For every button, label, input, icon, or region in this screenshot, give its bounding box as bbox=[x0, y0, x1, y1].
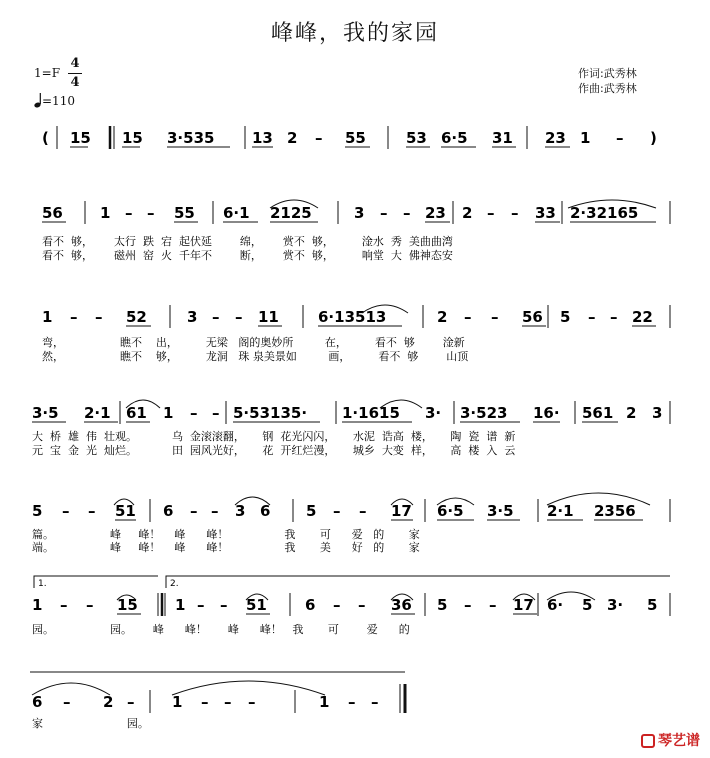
composer: 作曲:武秀林 bbox=[578, 82, 637, 95]
note-2-7: 11 bbox=[258, 308, 279, 326]
note-2-11: – bbox=[491, 308, 499, 326]
note-1-15: 2·32165 bbox=[570, 204, 639, 222]
note-4-9: 5 bbox=[306, 502, 317, 520]
lyric-line-2-0: 弯， 瞧不 出， 无梁 阁的奥妙所 在， 看不 够 淦新 bbox=[42, 336, 465, 349]
note-6-2: 2 bbox=[103, 693, 114, 711]
lyric-line-1-0: 看不 够， 太行 跌 宕 起伏延 绵， 赏不 够， 淦水 秀 美曲曲湾 bbox=[42, 235, 453, 248]
logo-icon bbox=[641, 734, 655, 748]
note-2-9: 2 bbox=[437, 308, 448, 326]
note-6-3: – bbox=[127, 693, 135, 711]
note-6-10: – bbox=[371, 693, 379, 711]
note-3-12: 2 bbox=[626, 404, 637, 422]
note-0-12: 1 bbox=[580, 129, 591, 147]
note-3-6: 5·53135· bbox=[233, 404, 308, 422]
note-2-3: 52 bbox=[126, 308, 147, 326]
note-0-0: ( bbox=[42, 129, 49, 147]
lyric-line-5-0: 园。 园。 峰 峰！ 峰 峰！ 我 可 爱 的 bbox=[32, 623, 410, 636]
note-3-11: 561 bbox=[582, 404, 614, 422]
note-3-9: 3·523 bbox=[460, 404, 508, 422]
note-2-13: 5 bbox=[560, 308, 571, 326]
note-4-0: 5 bbox=[32, 502, 43, 520]
note-5-3: 15 bbox=[117, 596, 138, 614]
note-1-4: 55 bbox=[174, 204, 195, 222]
note-6-5: – bbox=[201, 693, 209, 711]
site-logo bbox=[641, 730, 700, 750]
note-5-13: – bbox=[464, 596, 472, 614]
note-0-8: 53 bbox=[406, 129, 427, 147]
note-4-6: – bbox=[211, 502, 219, 520]
note-5-4: 1 bbox=[175, 596, 186, 614]
note-4-3: 51 bbox=[115, 502, 136, 520]
note-2-6: – bbox=[235, 308, 243, 326]
note-2-2: – bbox=[95, 308, 103, 326]
note-2-10: – bbox=[464, 308, 472, 326]
volta-second-label: 2. bbox=[170, 579, 179, 589]
note-4-7: 3 bbox=[235, 502, 246, 520]
note-3-0: 3·5 bbox=[32, 404, 59, 422]
note-3-8: 3· bbox=[425, 404, 442, 422]
note-6-1: – bbox=[63, 693, 71, 711]
volta-first-bracket bbox=[34, 576, 158, 588]
note-5-9: – bbox=[333, 596, 341, 614]
note-0-10: 31 bbox=[492, 129, 513, 147]
lyric-line-3-0: 大 桥 雄 伟 壮观。 乌 金滚滚翻， 钢 花光闪闪， 水泥 诰高 楼， 陶 瓷 谱 新 bbox=[32, 430, 516, 443]
note-5-18: 3· bbox=[607, 596, 624, 614]
note-1-13: – bbox=[511, 204, 519, 222]
lyric-line-6-0: 家 园。 bbox=[32, 717, 149, 730]
tempo-value: =110 bbox=[42, 94, 75, 108]
note-1-14: 33 bbox=[535, 204, 556, 222]
note-6-0: 6 bbox=[32, 693, 43, 711]
note-1-1: 1 bbox=[100, 204, 111, 222]
note-3-2: 61 bbox=[126, 404, 147, 422]
note-4-5: – bbox=[190, 502, 198, 520]
note-3-13: 3 bbox=[652, 404, 663, 422]
note-2-16: 22 bbox=[632, 308, 653, 326]
note-4-2: – bbox=[88, 502, 96, 520]
note-0-9: 6·5 bbox=[441, 129, 468, 147]
note-0-14: ) bbox=[650, 129, 657, 147]
note-2-14: – bbox=[588, 308, 596, 326]
lyric-line-1-1: 看不 够， 磁州 窑 火 千年不 断， 赏不 够， 响堂 大 佛神态安 bbox=[42, 249, 453, 262]
note-2-5: – bbox=[212, 308, 220, 326]
note-4-13: 6·5 bbox=[437, 502, 464, 520]
note-0-4: 13 bbox=[252, 129, 273, 147]
note-5-19: 5 bbox=[647, 596, 658, 614]
lyric-line-4-0: 篇。 峰 峰！ 峰 峰！ 我 可 爱 的 家 bbox=[32, 528, 420, 541]
note-5-8: 6 bbox=[305, 596, 316, 614]
note-3-5: – bbox=[212, 404, 220, 422]
note-1-5: 6·1 bbox=[223, 204, 250, 222]
note-6-6: – bbox=[224, 693, 232, 711]
note-5-6: – bbox=[220, 596, 228, 614]
note-4-15: 2·1 bbox=[547, 502, 574, 520]
note-5-11: 36 bbox=[391, 596, 412, 614]
note-2-15: – bbox=[610, 308, 618, 326]
slur-15 bbox=[32, 683, 110, 695]
note-1-7: 3 bbox=[354, 204, 365, 222]
note-5-12: 5 bbox=[437, 596, 448, 614]
lyricist: 作词:武秀林 bbox=[578, 67, 637, 80]
note-4-14: 3·5 bbox=[487, 502, 514, 520]
note-1-2: – bbox=[125, 204, 133, 222]
note-1-10: 23 bbox=[425, 204, 446, 222]
note-0-3: 3·535 bbox=[167, 129, 215, 147]
note-5-2: – bbox=[86, 596, 94, 614]
note-5-0: 1 bbox=[32, 596, 43, 614]
note-5-10: – bbox=[358, 596, 366, 614]
note-4-1: – bbox=[62, 502, 70, 520]
note-3-7: 1·1615 bbox=[342, 404, 400, 422]
key-signature: 1=F bbox=[34, 66, 61, 80]
note-0-1: 15 bbox=[70, 129, 91, 147]
note-4-8: 6 bbox=[260, 502, 271, 520]
note-2-8: 6·13513 bbox=[318, 308, 387, 326]
note-4-16: 2356 bbox=[594, 502, 636, 520]
lyric-line-2-1: 然， 瞧不 够， 龙洞 珠 泉美景如 画， 看不 够 山顶 bbox=[42, 350, 469, 363]
note-0-2: 15 bbox=[122, 129, 143, 147]
song-title: 峰峰，我的家园 bbox=[270, 21, 439, 46]
note-5-16: 6· bbox=[547, 596, 564, 614]
note-2-1: – bbox=[70, 308, 78, 326]
logo-text: 琴艺谱 bbox=[658, 733, 700, 749]
note-1-11: 2 bbox=[462, 204, 473, 222]
note-2-12: 56 bbox=[522, 308, 543, 326]
note-1-0: 56 bbox=[42, 204, 63, 222]
volta-second-bracket bbox=[166, 576, 670, 588]
note-5-15: 17 bbox=[513, 596, 534, 614]
note-1-9: – bbox=[403, 204, 411, 222]
volta-first-label: 1. bbox=[38, 579, 47, 589]
note-0-11: 23 bbox=[545, 129, 566, 147]
lyric-line-3-1: 元 宝 金 光 灿烂。 田 园风光好， 花 开红烂漫， 城乡 大变 样， 高 楼 入 云 bbox=[32, 444, 516, 457]
note-6-4: 1 bbox=[172, 693, 183, 711]
note-5-14: – bbox=[489, 596, 497, 614]
note-5-5: – bbox=[197, 596, 205, 614]
note-4-11: – bbox=[359, 502, 367, 520]
note-6-7: – bbox=[248, 693, 256, 711]
note-5-7: 51 bbox=[246, 596, 267, 614]
note-1-3: – bbox=[147, 204, 155, 222]
note-3-4: – bbox=[190, 404, 198, 422]
note-3-3: 1 bbox=[163, 404, 174, 422]
meter-top: 4 bbox=[70, 56, 80, 71]
note-4-12: 17 bbox=[391, 502, 412, 520]
lyric-line-4-1: 端。 峰 峰！ 峰 峰！ 我 美 好 的 家 bbox=[32, 541, 420, 554]
note-5-1: – bbox=[60, 596, 68, 614]
meter-bottom: 4 bbox=[70, 75, 80, 90]
note-6-9: – bbox=[348, 693, 356, 711]
note-1-8: – bbox=[380, 204, 388, 222]
note-4-4: 6 bbox=[163, 502, 174, 520]
note-3-1: 2·1 bbox=[84, 404, 111, 422]
note-0-6: – bbox=[315, 129, 323, 147]
note-5-17: 5 bbox=[582, 596, 593, 614]
note-1-6: 2125 bbox=[270, 204, 312, 222]
note-1-12: – bbox=[487, 204, 495, 222]
note-2-0: 1 bbox=[42, 308, 53, 326]
note-0-7: 55 bbox=[345, 129, 366, 147]
note-2-4: 3 bbox=[187, 308, 198, 326]
note-3-10: 16· bbox=[533, 404, 560, 422]
note-4-10: – bbox=[333, 502, 341, 520]
note-6-8: 1 bbox=[319, 693, 330, 711]
note-0-5: 2 bbox=[287, 129, 298, 147]
note-0-13: – bbox=[616, 129, 624, 147]
